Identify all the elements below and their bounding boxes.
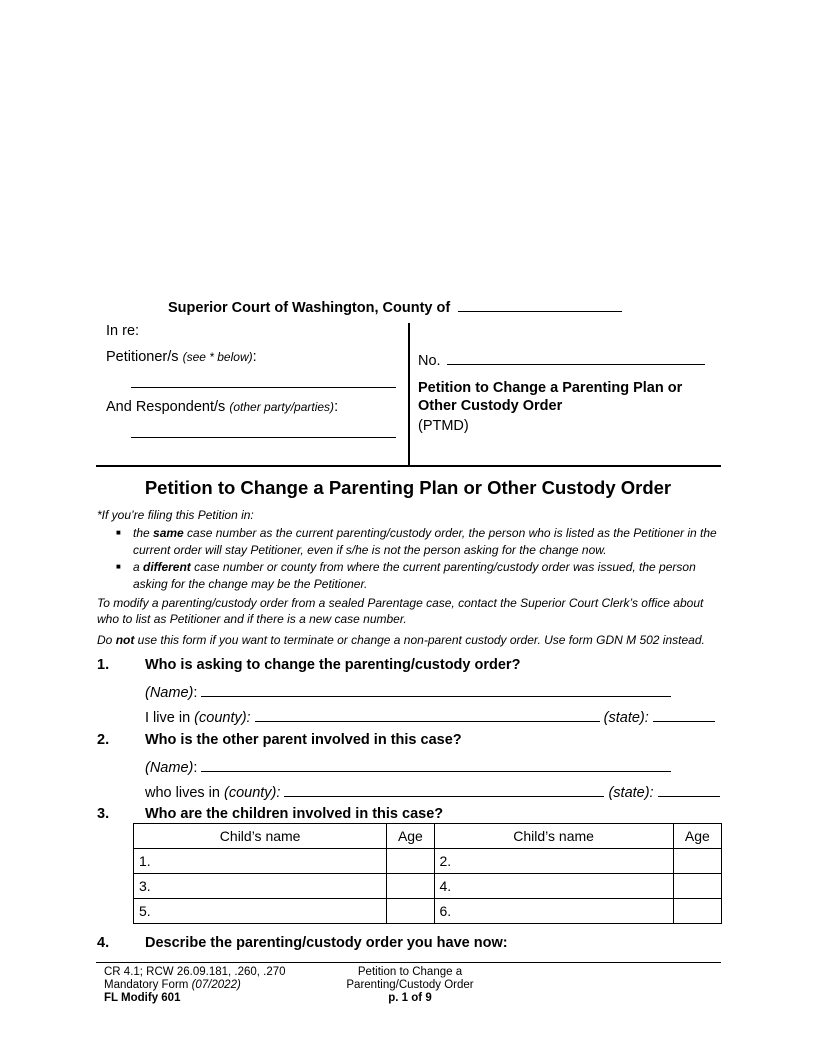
petitioner-county-field[interactable]	[255, 707, 600, 722]
child-name-cell[interactable]: 6.	[434, 899, 673, 924]
footer-mandatory	[104, 979, 286, 992]
child-age-cell[interactable]	[387, 849, 434, 874]
name-colon: :	[193, 760, 198, 776]
section-3-number: 3.	[97, 806, 110, 822]
child-age-cell[interactable]	[673, 874, 721, 899]
header-child-name-2: Child’s name	[434, 824, 673, 849]
table-row	[134, 849, 722, 874]
form-code: (PTMD)	[418, 418, 469, 434]
petitioner-label-row	[106, 349, 257, 365]
footer-center-line2: Parenting/Custody Order	[346, 979, 474, 991]
child-age-cell[interactable]	[387, 874, 434, 899]
bullet1-em: same	[153, 526, 184, 540]
bullet2-line1	[133, 560, 696, 574]
respondent-colon: :	[334, 399, 339, 415]
donot-post: use this form if you want to terminate or change a non-parent custody order. Use form GDN M 502 instead.	[134, 633, 705, 647]
section-1-name-row	[145, 682, 671, 701]
bullet2-em: different	[143, 560, 191, 574]
bullet2-pre: a	[133, 560, 144, 574]
footer-mandatory-date: (07/2022)	[191, 979, 241, 991]
form-title-line2: Other Custody Order	[418, 398, 563, 414]
respondent-label-row	[106, 399, 338, 415]
sealed-line2: who to list as Petitioner and if there is a new case number.	[97, 612, 407, 626]
child-name-cell[interactable]: 3.	[134, 874, 387, 899]
name-colon: :	[193, 685, 198, 701]
child-name-cell[interactable]: 1.	[134, 849, 387, 874]
case-no-row	[418, 350, 705, 369]
section-4-question: Describe the parenting/custody order you have now:	[145, 935, 508, 951]
petitioner-name-field[interactable]	[201, 682, 671, 697]
footer-page-number: p. 1 of 9	[388, 992, 432, 1004]
footer-left	[104, 966, 286, 1005]
child-age-cell[interactable]	[673, 849, 721, 874]
in-re-label: In re:	[106, 323, 140, 339]
state-label: (state):	[608, 785, 654, 801]
other-parent-county-field[interactable]	[284, 782, 604, 797]
petitioner-note: (see * below)	[182, 350, 253, 364]
child-name-cell[interactable]: 5.	[134, 899, 387, 924]
live-in-label: I live in	[145, 710, 195, 726]
bullet-glyph-2: ■	[116, 562, 121, 571]
footer-rule	[96, 962, 721, 963]
donot-line	[97, 633, 705, 647]
name-label: (Name)	[145, 760, 194, 776]
intro-lead: *If you’re filing this Petition in:	[97, 508, 254, 522]
case-no-label: No.	[418, 353, 441, 369]
respondent-label: And Respondent/s	[106, 399, 226, 415]
bullet1-line1	[133, 526, 717, 540]
section-1-question: Who is asking to change the parenting/custody order?	[145, 657, 521, 673]
footer-form-id: FL Modify 601	[104, 992, 181, 1004]
children-table-header	[134, 824, 722, 849]
petitioner-state-field[interactable]	[653, 707, 715, 722]
name-label: (Name)	[145, 685, 194, 701]
child-age-cell[interactable]	[387, 899, 434, 924]
case-no-field[interactable]	[447, 350, 705, 365]
footer-mandatory-label: Mandatory Form	[104, 979, 192, 991]
table-row	[134, 899, 722, 924]
other-parent-name-field[interactable]	[201, 757, 671, 772]
section-3-question: Who are the children involved in this case?	[145, 806, 444, 822]
donot-em: not	[115, 633, 135, 647]
header-age-1: Age	[387, 824, 434, 849]
section-1-number: 1.	[97, 657, 110, 673]
bullet1-post: case number as the current parenting/custody order, the person who is listed as the Petitioner in the	[183, 526, 717, 540]
children-table	[133, 823, 722, 924]
sealed-line1: To modify a parenting/custody order from a sealed Parentage case, contact the Superior Court Clerk’s office about	[97, 596, 704, 610]
county-label: (county):	[223, 785, 281, 801]
section-4-number: 4.	[97, 935, 110, 951]
section-2-question: Who is the other parent involved in this case?	[145, 732, 462, 748]
header-child-name-1: Child’s name	[134, 824, 387, 849]
bullet2-post: case number or county from where the current parenting/custody order was issued, the person	[190, 560, 696, 574]
section-1-live-row	[145, 707, 715, 726]
bullet1-line2: current order will stay Petitioner, even if s/he is not the person asking for the change now.	[133, 543, 607, 557]
court-heading	[168, 297, 622, 316]
respondent-name-line[interactable]	[131, 437, 396, 438]
child-name-cell[interactable]: 2.	[434, 849, 673, 874]
county-label: (county):	[194, 710, 251, 726]
caption-bottom-rule	[96, 465, 721, 467]
child-age-cell[interactable]	[673, 899, 721, 924]
lives-in-label: who lives in	[145, 785, 224, 801]
petitioner-label: Petitioner/s	[106, 349, 179, 365]
table-row	[134, 874, 722, 899]
bullet1-pre: the	[133, 526, 154, 540]
section-2-number: 2.	[97, 732, 110, 748]
main-title: Petition to Change a Parenting Plan or Other Custody Order	[144, 477, 672, 498]
court-title: Superior Court of Washington, County of	[168, 300, 451, 316]
header-age-2: Age	[673, 824, 721, 849]
footer-cite: CR 4.1; RCW 26.09.181, .260, .270	[104, 966, 286, 978]
county-blank[interactable]	[458, 297, 622, 312]
caption-divider	[408, 323, 410, 466]
respondent-note: (other party/parties)	[229, 400, 335, 414]
form-title-line1: Petition to Change a Parenting Plan or	[418, 380, 683, 396]
section-2-live-row	[145, 782, 720, 801]
section-2-name-row	[145, 757, 671, 776]
footer-center	[330, 966, 490, 1005]
state-label: (state):	[603, 710, 649, 726]
other-parent-state-field[interactable]	[658, 782, 720, 797]
donot-pre: Do	[97, 633, 116, 647]
child-name-cell[interactable]: 4.	[434, 874, 673, 899]
bullet2-line2: asking for the change may be the Petitioner.	[133, 577, 368, 591]
petitioner-name-line[interactable]	[131, 387, 396, 388]
petitioner-colon: :	[252, 349, 257, 365]
bullet-glyph-1: ■	[116, 528, 121, 537]
footer-center-line1: Petition to Change a	[357, 966, 463, 978]
